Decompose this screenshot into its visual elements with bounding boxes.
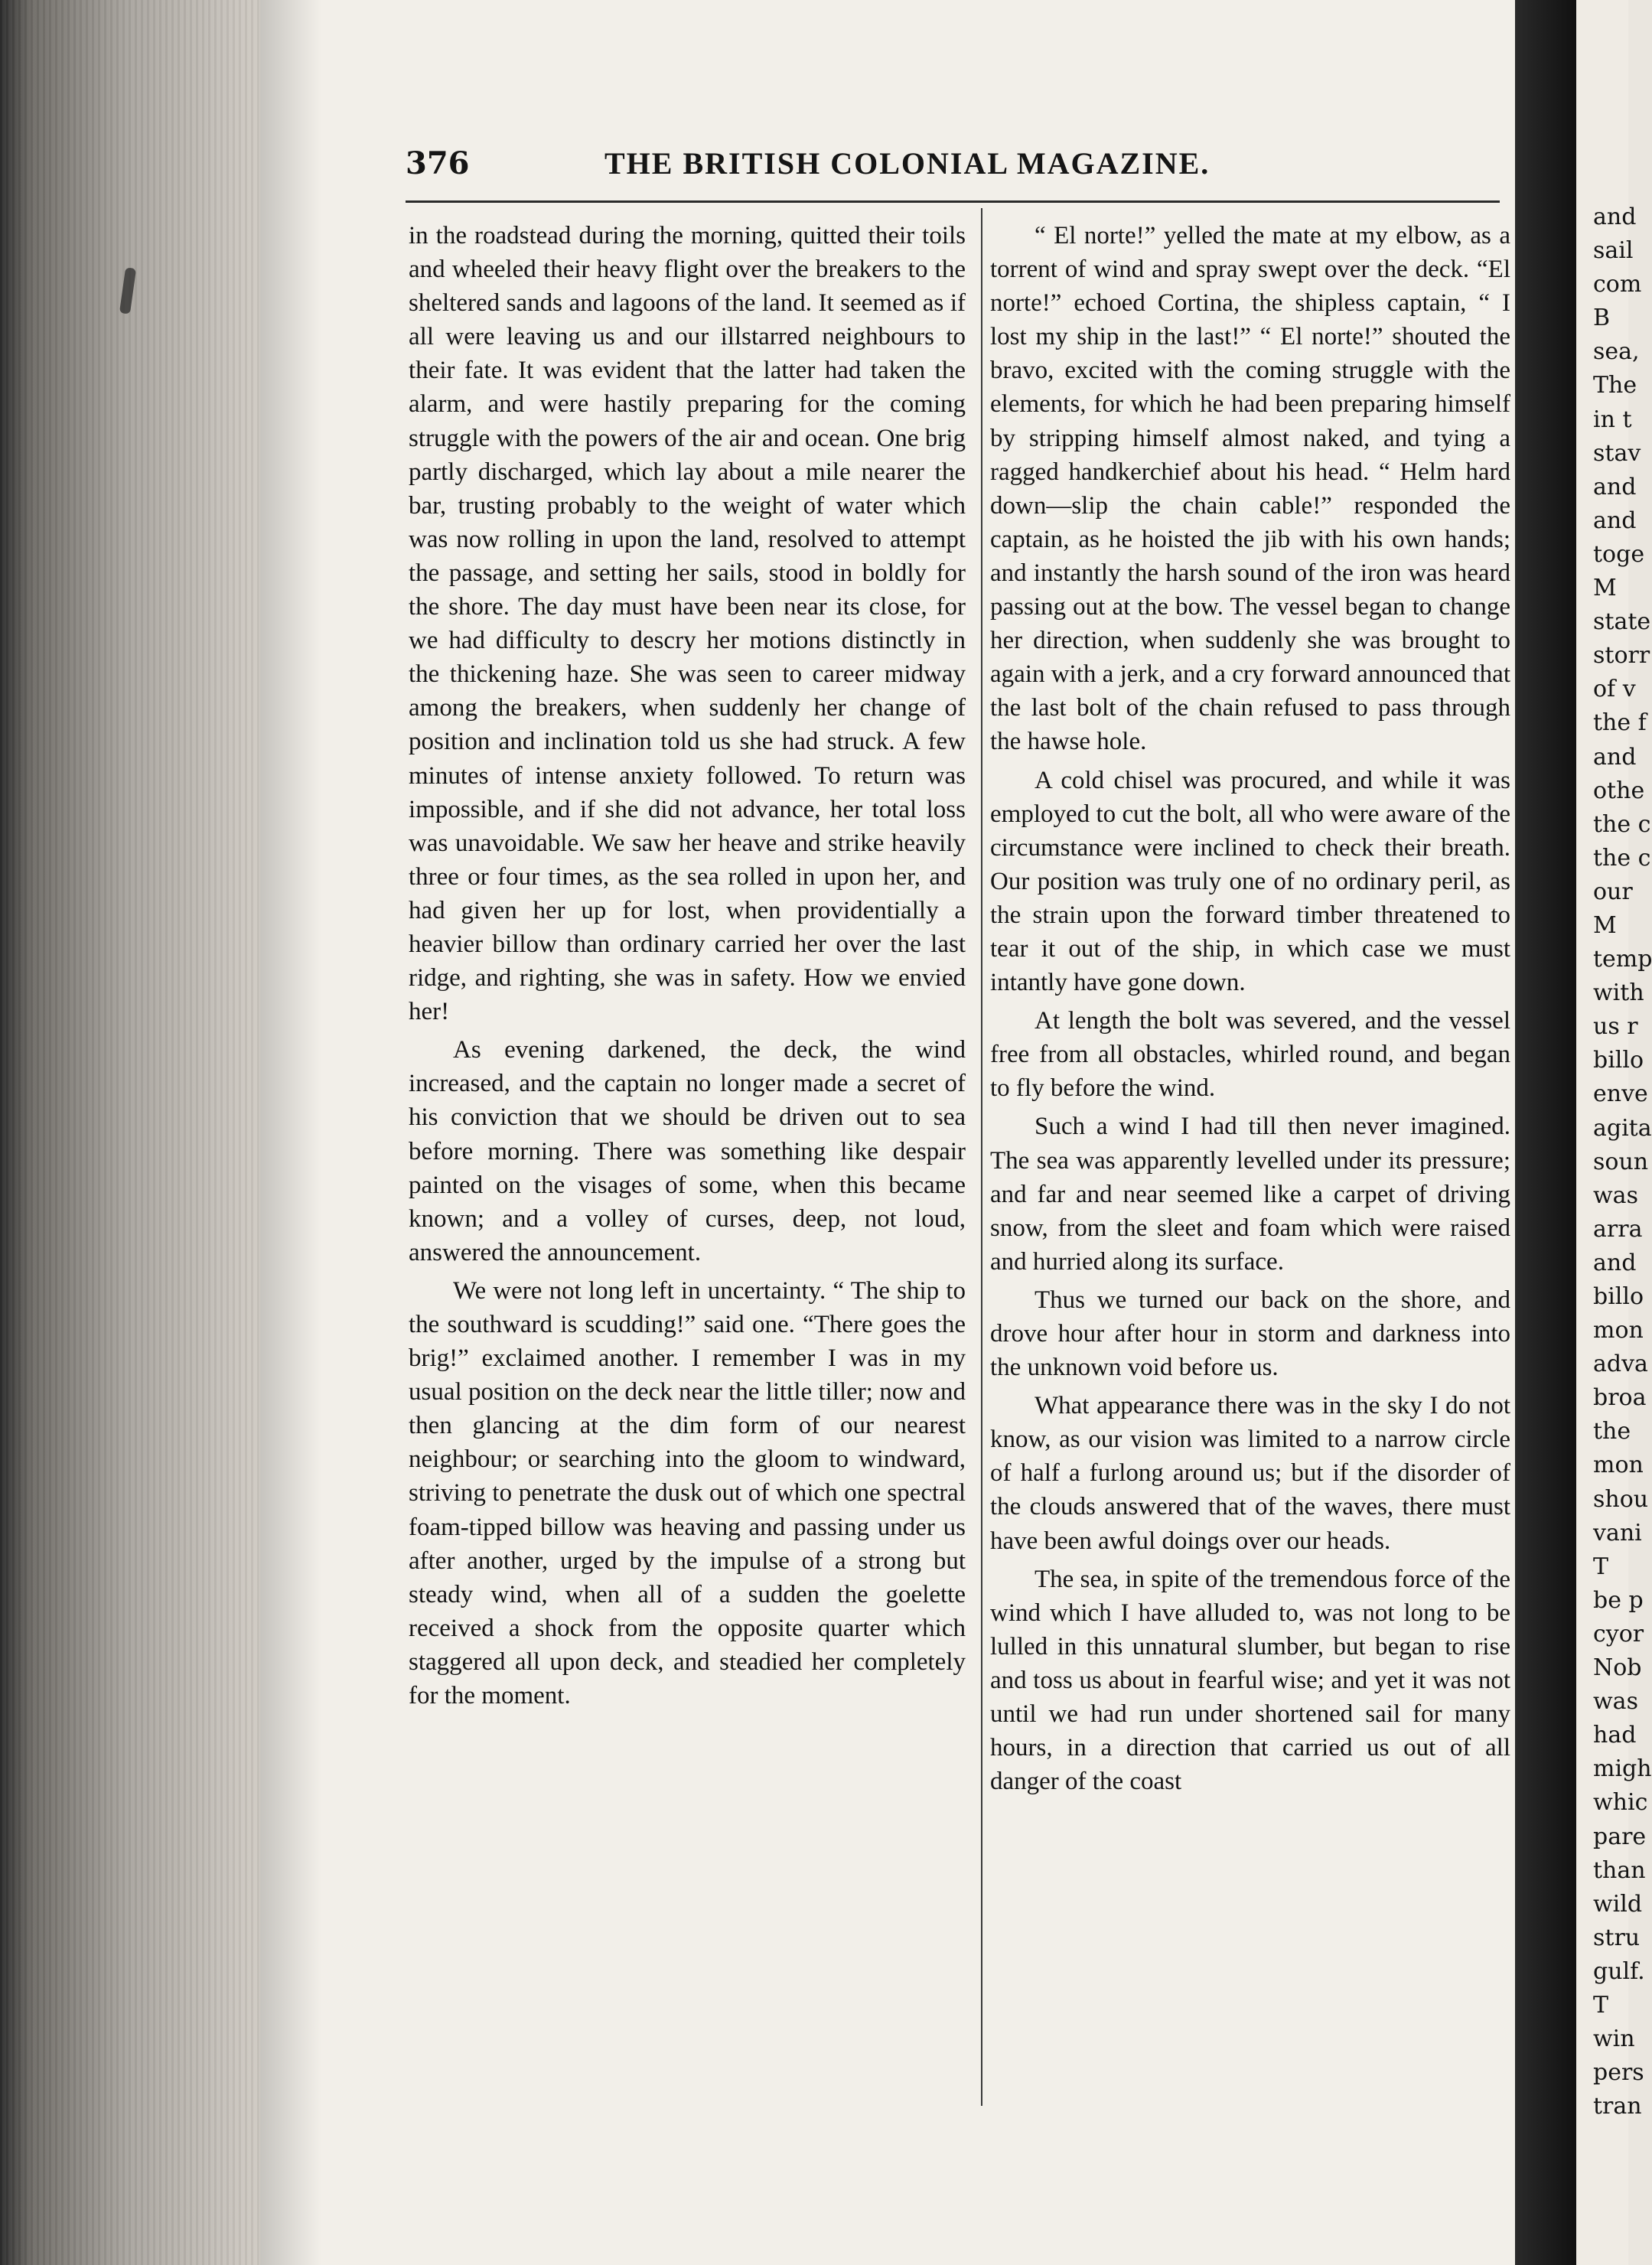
adjacent-page-fragment: billo bbox=[1593, 1047, 1644, 1074]
adjacent-page-fragment: us r bbox=[1593, 1013, 1638, 1041]
adjacent-page-fragment: shou bbox=[1593, 1485, 1649, 1513]
adjacent-page-fragment: and bbox=[1593, 1249, 1637, 1276]
running-title: THE BRITISH COLONIAL MAGAZINE. bbox=[604, 146, 1210, 181]
adjacent-page-fragment: adva bbox=[1593, 1351, 1648, 1378]
adjacent-page-fragment: M bbox=[1593, 911, 1617, 939]
adjacent-page-fragment: and bbox=[1593, 473, 1637, 500]
adjacent-page-fragment: soun bbox=[1593, 1148, 1649, 1175]
adjacent-page-fragment: othe bbox=[1593, 777, 1645, 804]
adjacent-page-fragment: temp bbox=[1593, 946, 1652, 973]
adjacent-page-fragment: migh bbox=[1593, 1755, 1652, 1783]
adjacent-page-fragment: of v bbox=[1593, 676, 1636, 703]
running-header bbox=[406, 145, 1278, 191]
adjacent-page-fragment: and bbox=[1593, 204, 1637, 230]
adjacent-page-fragment: mon bbox=[1593, 1317, 1644, 1344]
adjacent-page-fragment: and bbox=[1593, 743, 1637, 771]
paragraph: Thus we turned our back on the shore, and drove hour after hour in storm and darkness into the unknown void before us. bbox=[990, 1286, 1510, 1382]
adjacent-page-fragment: win bbox=[1593, 2025, 1635, 2053]
adjacent-page-fragment: was bbox=[1593, 1688, 1638, 1716]
page-fold-shadow bbox=[1515, 0, 1576, 2265]
adjacent-page-fragment: T bbox=[1593, 1553, 1609, 1580]
adjacent-page-fragment: arra bbox=[1593, 1215, 1643, 1243]
adjacent-page-fragment: had bbox=[1593, 1722, 1637, 1749]
paragraph: Such a wind I had till then never imagined. The sea was apparently levelled under its pressure; and far and near seemed like a carpet of driving snow, from the sleet and foam which were raised and hurried along its surface. bbox=[990, 1113, 1510, 1276]
adjacent-page-fragment: the f bbox=[1593, 709, 1647, 737]
adjacent-page-fragment: B bbox=[1593, 305, 1611, 332]
adjacent-page-fragment: than bbox=[1593, 1856, 1646, 1884]
adjacent-page-fragment: pers bbox=[1593, 2059, 1644, 2087]
adjacent-page-fragment: vani bbox=[1593, 1519, 1642, 1546]
adjacent-page-fragment: cyor bbox=[1593, 1620, 1644, 1647]
adjacent-page-fragment: with bbox=[1593, 979, 1644, 1007]
adjacent-page-fragment: be p bbox=[1593, 1586, 1644, 1614]
adjacent-page-fragment: sail bbox=[1593, 237, 1634, 265]
adjacent-page-fragment: enve bbox=[1593, 1080, 1648, 1108]
adjacent-page-fragment: state bbox=[1593, 608, 1651, 636]
adjacent-page-fragment: storr bbox=[1593, 642, 1650, 670]
adjacent-page-fragment: agita bbox=[1593, 1114, 1652, 1142]
adjacent-page-fragment: com bbox=[1593, 271, 1642, 298]
gutter-shadow bbox=[260, 0, 321, 2265]
adjacent-page-fragment: M bbox=[1593, 575, 1617, 602]
adjacent-page-fragment: sea, bbox=[1593, 338, 1640, 366]
paragraph: “ El norte!” yelled the mate at my elbow, as a torrent of wind and spray swept over the deck. “El norte!” echoed Cortina, the shipless captain, “ I lost my ship in the last!” “ El norte!” shouted the bravo, excited with the coming struggle with the elements, for which he had been preparing himself by stripping himself almost naked, and tying a ragged handkerchief about his head. “ Helm hard down—slip the chain cable!” responded the captain, as he hoisted the jib with his own hands; and instantly the harsh sound of the iron was heard passing out at the bow. The vessel began to change her direction, when suddenly she was brought to again with a jerk, and a cry forward announced that the last bolt of the chain refused to pass through the hawse hole. bbox=[990, 222, 1510, 756]
adjacent-page-fragment: the bbox=[1593, 1418, 1631, 1445]
adjacent-page-fragment: stru bbox=[1593, 1924, 1641, 1951]
paragraph: in the roadstead during the morning, quitted their toils and wheeled their heavy flight over the breakers to the sheltered sands and lagoons of the land. It seemed as if all were leaving us and our illstarred neighbours to their fate. It was evident that the latter had taken the alarm, and were hastily preparing for the coming struggle with the powers of the air and ocean. One brig partly discharged, which lay about a mile nearer the bar, trusting probably to the weight of water which was now rolling in upon the land, resolved to attempt the passage, and setting her sails, stood in boldly for the shore. The day must have been near its close, for we had difficulty to descry her motions distinctly in the thickening haze. She was seen to career midway among the breakers, when suddenly her change of position and inclination told us she had struck. A few minutes of intense anxiety followed. To return was impossible, and if she did not advance, her total loss was unavoidable. We saw her heave and strike heavily three or four times, as the sea rolled in upon her, and had given her up for lost, when providentially a heavier billow than ordinary carried her over the last ridge, and righting, she was in safety. How we envied her! bbox=[409, 222, 966, 1026]
adjacent-page-fragment: gulf. bbox=[1593, 1957, 1645, 1985]
paragraph: The sea, in spite of the tremendous force of the wind which I have alluded to, was not long to be lulled in this unnatural slumber, but began to rise and toss us about in fearful wise; and yet it was not until we had run under shortened sail for many hours, in a direction that carried us out of all danger of the coast bbox=[990, 1565, 1510, 1796]
adjacent-page-fragment: stav bbox=[1593, 439, 1641, 467]
left-column bbox=[409, 219, 966, 1713]
adjacent-page-fragment: and bbox=[1593, 507, 1637, 534]
paragraph: A cold chisel was procured, and while it was employed to cut the bolt, all who were aware of the circumstance were inclined to check their breath. Our position was truly one of no ordinary peril, as the strain upon the forward timber threatened to tear it out of the ship, in which case we must intantly have gone down. bbox=[990, 766, 1510, 997]
page-number: 376 bbox=[406, 145, 470, 181]
adjacent-page-fragment: was bbox=[1593, 1181, 1638, 1209]
paragraph: We were not long left in uncertainty. “ The ship to the southward is scudding!” said one. “There goes the brig!” exclaimed another. I remember I was in my usual position on the deck near the little tiller; now and then glancing at the dim form of our nearest neighbour; or searching into the gloom to windward, striving to penetrate the dusk out of which one spectral foam-tipped billow was heaving and passing under us after another, urged by the impulse of a strong but steady wind, when all of a sudden the goelette received a shock from the opposite quarter which staggered all upon deck, and steadied her completely for the moment. bbox=[409, 1276, 966, 1710]
adjacent-page-fragment: whic bbox=[1593, 1789, 1648, 1817]
adjacent-page-fragment: the c bbox=[1593, 810, 1651, 838]
adjacent-page-text bbox=[1576, 200, 1652, 2123]
adjacent-page bbox=[1576, 0, 1652, 2265]
column-divider bbox=[981, 208, 982, 2106]
paragraph: As evening darkened, the deck, the wind increased, and the captain no longer made a secret of his conviction that we should be driven out to sea before morning. There was something like despair painted on the visages of some, when this became known; and a volley of curses, deep, not loud, answered the announcement. bbox=[409, 1036, 966, 1266]
header-rule bbox=[406, 200, 1500, 203]
paragraph: At length the bolt was severed, and the vessel free from all obstacles, whirled round, and began to fly before the wind. bbox=[990, 1007, 1510, 1103]
adjacent-page-fragment: pare bbox=[1593, 1823, 1647, 1850]
adjacent-page-fragment: mon bbox=[1593, 1452, 1644, 1479]
adjacent-page-fragment: broa bbox=[1593, 1384, 1647, 1412]
right-column bbox=[990, 219, 1510, 1798]
adjacent-page-fragment: toge bbox=[1593, 540, 1645, 568]
adjacent-page-fragment: our bbox=[1593, 878, 1633, 905]
adjacent-page-fragment: in t bbox=[1593, 406, 1632, 433]
adjacent-page-fragment: tran bbox=[1593, 2093, 1642, 2120]
adjacent-page-fragment: wild bbox=[1593, 1890, 1643, 1918]
adjacent-page-fragment: billo bbox=[1593, 1283, 1644, 1310]
adjacent-page-fragment: the c bbox=[1593, 844, 1651, 872]
adjacent-page-fragment: The bbox=[1593, 372, 1637, 399]
adjacent-page-fragment: Nob bbox=[1593, 1654, 1642, 1682]
paragraph: What appearance there was in the sky I do not know, as our vision was limited to a narrow circle of half a furlong around us; but if the disorder of the clouds answered that of the waves, there must have been awful doings over our heads. bbox=[990, 1392, 1510, 1555]
adjacent-page-fragment: T bbox=[1593, 1991, 1609, 2019]
